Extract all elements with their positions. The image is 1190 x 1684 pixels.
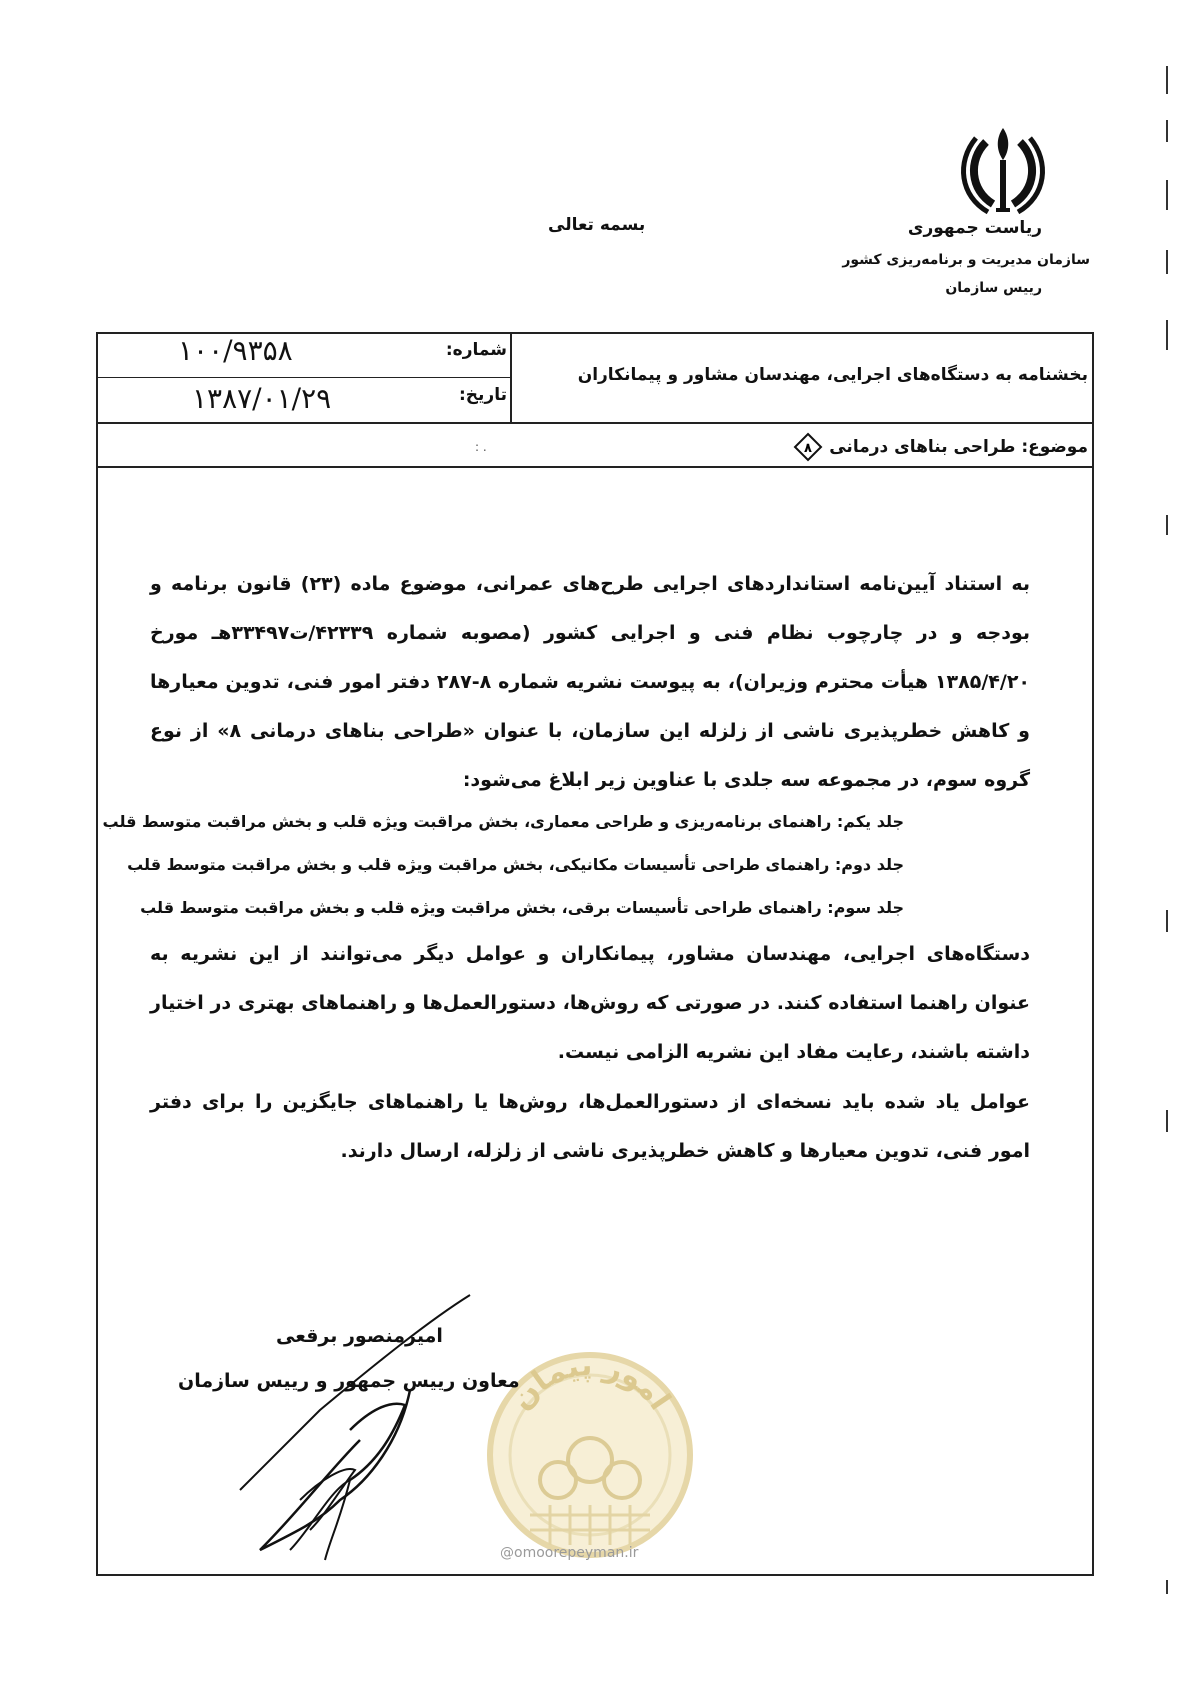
subject-line — [793, 432, 1088, 462]
scan-mark — [1166, 1110, 1168, 1132]
scan-mark — [1166, 250, 1168, 274]
watermark-text: @omoorepeyman.ir — [500, 1545, 639, 1561]
svg-text:۸: ۸ — [804, 441, 813, 456]
handwritten-signature — [230, 1290, 530, 1570]
signer-name: امیرمنصور برقعی — [276, 1325, 443, 1347]
volume-3: جلد سوم: راهنمای طراحی تأسیسات برقی، بخش مراقبت ویژه قلب و بخش مراقبت متوسط قلب — [140, 898, 904, 917]
scan-mark — [1166, 120, 1168, 142]
org-name: ریاست جمهوری — [907, 218, 1042, 238]
scan-mark — [1166, 180, 1168, 210]
body-paragraph-main: به استناد آیین‌نامه استانداردهای اجرایی طرح‌های عمرانی، موضوع ماده (۲۳) قانون برنامه و بودجه و در چارچوب نظام فنی و اجرایی کشور (مصوبه شماره ۴۲۳۳۹/ت۳۳۴۹۷هـ مورخ ۱۳۸۵/۴/۲۰ هیأت محترم وزیران)، به پیوست نشریه شماره ۸-۲۸۷ دفتر امور فنی، تدوین معیارها و کاهش خطرپذیری ناشی از زلزله این سازمان، با عنوان «طراحی بناهای درمانی ۸» از نوع گروه سوم، در مجموعه سه جلدی با عناوین زیر ابلاغ می‌شود: — [150, 573, 1031, 791]
org-subtitle: سازمان مدیریت و برنامه‌ریزی کشور — [842, 252, 1090, 268]
subject-text: موضوع: طراحی بناهای درمانی — [829, 437, 1088, 457]
date-value: ۱۳۸۷/۰۱/۲۹ — [192, 382, 332, 415]
signer-title: معاون رییس جمهور و رییس سازمان — [178, 1370, 520, 1392]
recipients: بخشنامه به دستگاه‌های اجرایی، مهندسان مشاور و پیمانکاران — [577, 365, 1088, 385]
svg-text:امور پیمان: امور پیمان — [503, 1347, 678, 1417]
org-head: رییس سازمان — [945, 280, 1042, 296]
faint-mark: : . — [475, 440, 487, 454]
number-label: شماره: — [445, 340, 507, 360]
date-label: تاریخ: — [459, 385, 507, 405]
scan-mark — [1166, 515, 1168, 535]
scan-mark — [1166, 66, 1168, 94]
number-value: ۱۰۰/۹۳۵۸ — [178, 334, 293, 367]
divider — [96, 422, 1092, 424]
besmellah: بسمه تعالی — [548, 215, 646, 235]
diamond-badge-icon — [793, 432, 823, 462]
divider — [96, 377, 512, 378]
body-paragraph-last: عوامل یاد شده باید نسخه‌ای از دستورالعمل‌ها، روش‌ها یا راهنماهای جایگزین را برای دفتر امور فنی، تدوین معیارها و کاهش خطرپذیری ناشی از زلزله، ارسال دارند. — [150, 1091, 1030, 1162]
volume-2: جلد دوم: راهنمای طراحی تأسیسات مکانیکی، بخش مراقبت ویژه قلب و بخش مراقبت متوسط قلب — [127, 855, 904, 874]
iran-emblem-icon — [958, 120, 1048, 220]
divider — [96, 466, 1092, 468]
volume-1: جلد یکم: راهنمای برنامه‌ریزی و طراحی معماری، بخش مراقبت ویژه قلب و بخش مراقبت متوسط قلب — [102, 812, 904, 831]
scan-mark — [1166, 910, 1168, 932]
scan-mark — [1166, 1580, 1168, 1594]
body-paragraph-after: دستگاه‌های اجرایی، مهندسان مشاور، پیمانکاران و عوامل دیگر می‌توانند از این نشریه به عنوان راهنما استفاده کنند. در صورتی که روش‌ها، دستورالعمل‌ها و راهنماهای بهتری در اختیار داشته باشند، رعایت مفاد این نشریه الزامی نیست. — [150, 943, 1030, 1063]
scan-mark — [1166, 320, 1168, 350]
